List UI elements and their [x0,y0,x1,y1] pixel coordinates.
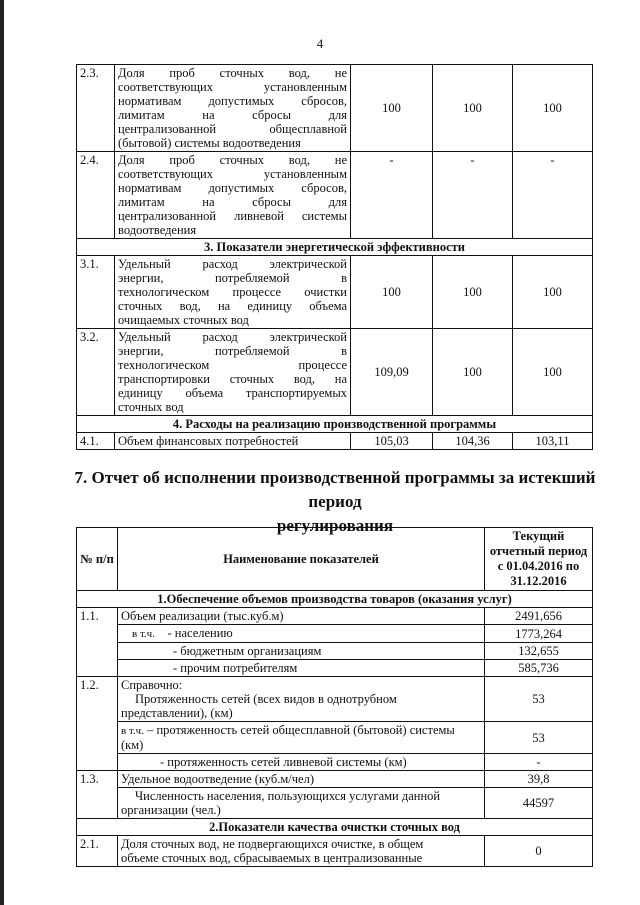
value-cell: 39,8 [485,771,593,788]
value-cell: 53 [485,677,593,722]
table-row [77,771,593,788]
indicators-table [76,64,593,450]
value-cell: 103,11 [513,433,593,450]
row-description: в т.ч. - населению [118,625,485,643]
table-row [77,65,593,152]
row-description: Объем финансовых потребностей [115,433,351,450]
section-heading: 7. Отчет об исполнении производственной программы за истекший период регулирования [74,468,596,535]
value-cell: 2491,656 [485,608,593,625]
row-description: Доля проб сточных вод, не соответствующих установленным нормативам допустимых сбросов, лимитам на сбросы для централизованной ливневой системы водоотведения [115,152,351,239]
value-cell: 100 [433,329,513,416]
value-cell: 585,736 [485,660,593,677]
row-number: 3.1. [77,256,115,329]
row-number: 3.2. [77,329,115,416]
header-num: № п/п [77,528,118,591]
row-description: - протяженность сетей ливневой системы (км) [118,754,485,771]
value-cell: - [351,152,433,239]
value-cell: 100 [351,256,433,329]
value-cell: 100 [513,329,593,416]
row-description: в т.ч. – протяженность сетей общесплавной (бытовой) системы (км) [118,722,485,754]
header-period: Текущий отчетный период с 01.04.2016 по 31.12.2016 [485,528,593,591]
value-cell: 132,655 [485,643,593,660]
table-row [77,677,593,722]
value-cell: 109,09 [351,329,433,416]
value-cell: - [433,152,513,239]
row-number: 2.1. [77,836,118,867]
row-description: Удельное водоотведение (куб.м/чел) [118,771,485,788]
row-number: 1.3. [77,771,118,819]
table-row [77,788,593,819]
header-row [77,528,593,591]
row-description: Доля проб сточных вод, не соответствующих установленным нормативам допустимых сбросов, лимитам на сбросы для централизованной общесплавной (бытовой) системы водоотведения [115,65,351,152]
table-row [77,625,593,643]
value-cell: 100 [351,65,433,152]
table-row [77,660,593,677]
table-row [77,754,593,771]
value-cell: 104,36 [433,433,513,450]
header-name: Наименование показателей [118,528,485,591]
value-cell: 53 [485,722,593,754]
row-description: Численность населения, пользующихся услугами данной организации (чел.) [118,788,485,819]
section-title: 1.Обеспечение объемов производства товаров (оказания услуг) [77,591,593,608]
row-number: 2.3. [77,65,115,152]
table-row [77,608,593,625]
row-number: 4.1. [77,433,115,450]
row-description: Доля сточных вод, не подвергающихся очистке, в общем объеме сточных вод, сбрасываемых в централизованные [118,836,485,867]
section-title: 3. Показатели энергетической эффективности [77,239,593,256]
report-table [76,527,593,867]
value-cell: - [513,152,593,239]
value-cell: 1773,264 [485,625,593,643]
scan-edge [0,0,4,905]
table-row [77,836,593,867]
row-description: Удельный расход электрической энергии, потребляемой в технологическом процессе транспортировки сточных вод, на единицу объема транспортируемых сточных вод [115,329,351,416]
section-header-row [77,416,593,433]
value-cell: 100 [513,256,593,329]
value-cell: 100 [433,256,513,329]
section-header-row [77,239,593,256]
value-cell: - [485,754,593,771]
value-cell: 100 [433,65,513,152]
row-description: - прочим потребителям [118,660,485,677]
table-row [77,433,593,450]
value-cell: 44597 [485,788,593,819]
section-title: 4. Расходы на реализацию производственной программы [77,416,593,433]
row-number: 1.2. [77,677,118,771]
section-header-row [77,591,593,608]
value-cell: 100 [513,65,593,152]
row-description: Объем реализации (тыс.куб.м) [118,608,485,625]
table-row [77,643,593,660]
row-description: Справочно: Протяженность сетей (всех видов в однотрубном представлении), (км) [118,677,485,722]
value-cell: 105,03 [351,433,433,450]
table-row [77,722,593,754]
section-title: 2.Показатели качества очистки сточных вод [77,819,593,836]
table-row [77,256,593,329]
page-number: 4 [316,36,324,51]
section-header-row [77,819,593,836]
table-row [77,152,593,239]
table-row [77,329,593,416]
row-number: 1.1. [77,608,118,677]
row-description: Удельный расход электрической энергии, потребляемой в технологическом процессе очистки сточных вод, на единицу объема очищаемых сточных вод [115,256,351,329]
value-cell: 0 [485,836,593,867]
row-description: - бюджетным организациям [118,643,485,660]
row-number: 2.4. [77,152,115,239]
